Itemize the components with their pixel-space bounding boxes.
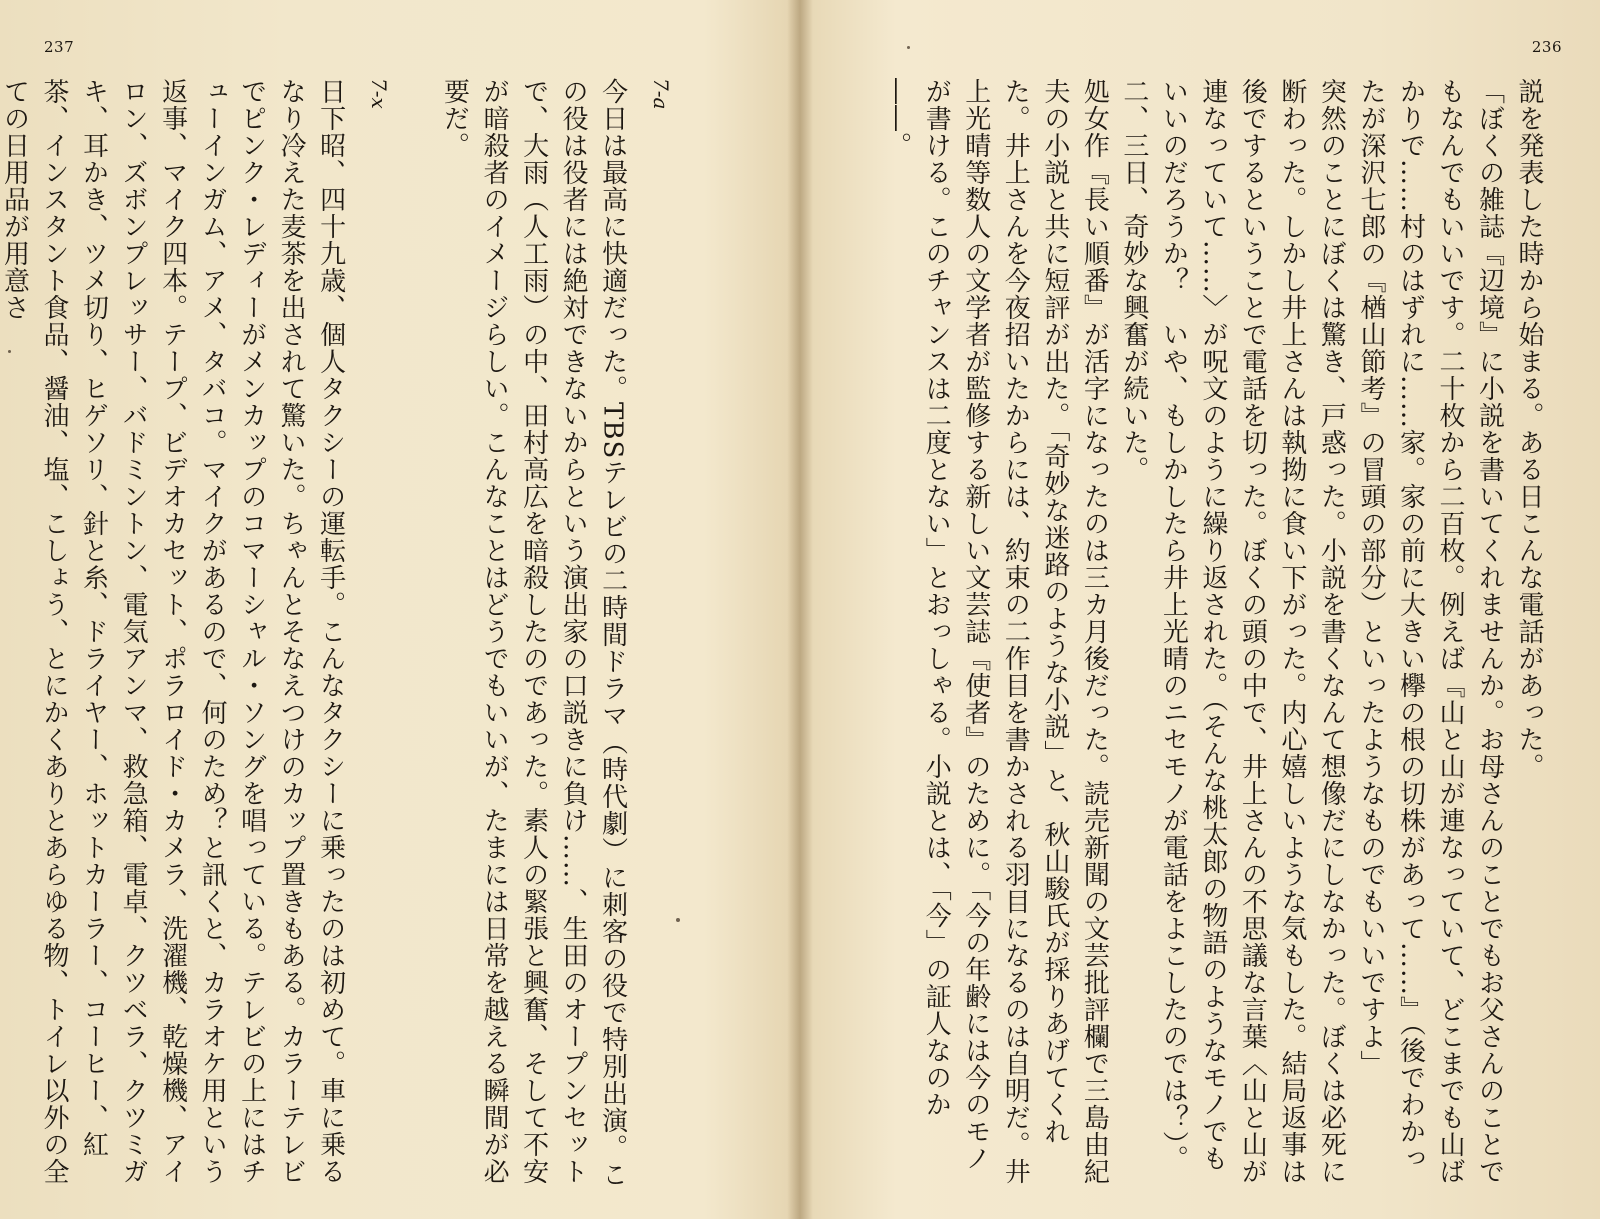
section-mark-a: 7-a [649, 78, 673, 110]
paper-speck [907, 46, 910, 49]
paragraph-1: 説を発表した時から始まる。ある日こんな電話があった。 [1514, 78, 1544, 780]
paper-speck [8, 350, 11, 353]
left-page [0, 0, 790, 1219]
page-number-right: 236 [1531, 38, 1562, 56]
section-mark-b: 7-x [367, 78, 392, 109]
left-page-text [0, 78, 676, 1198]
paragraph-4: 処女作『長い順番』が活字になったのは三カ月後だった。読売新聞の文芸批評欄で三島由紀夫の小説と共に短評が出た。「奇妙な迷路のような小説」と、秋山駿氏が採りあげてくれた。井上さんを今夜招いたからには、約束の二作目を書かされる羽目になるのは自明だ。井上光晴等数人の文学者が監修する新しい文芸誌『使者』のために。「今の年齢には今のモノが書ける。このチャンスは二度とない」とおっしゃる。小説とは、「今」の証人なのか――。 [881, 78, 1110, 1185]
paragraph-section-a: 今日は最高に快適だった。TBSテレビの二時間ドラマ（時代劇）に刺客の役で特別出演。この役は役者には絶対できないからという演出家の口説きに負け……、生田のオープンセットで、大雨（人工雨）の中、田村高広を暗殺したのであった。素人の緊張と興奮、そして不安が暗殺者のイメージらしい。こんなことはどうでもいいが、たまには日常を越える瞬間が必要だ。 [439, 78, 628, 1189]
page-number-left: 237 [44, 38, 75, 56]
right-page-text [876, 78, 1548, 1198]
paragraph-2: 「ぼくの雑誌『辺境』に小説を書いてくれませんか。お母さんのことでもお父さんのことでもなんでもいいです。二十枚から二百枚。例えば『山と山が連なっていて、どこまでも山ばかりで……村のはずれに……家。家の前に大きい欅の根の切株があって……』（後でわかったが深沢七郎の『楢山節考』の冒頭の部分）といったようなものでもいいですよ」 [1355, 78, 1505, 1185]
paragraph-section-b: 日下昭、四十九歳、個人タクシーの運転手。こんなタクシーに乗ったのは初めて。車に乗るなり冷えた麦茶を出されて驚いた。ちゃんとそなえつけのカップ置きもある。カラーテレビでピンク・レディーがメンカップのコマーシャル・ソングを唱っている。テレビの上にはチューインガム、アメ、タバコ。マイクがあるので、何のため？と訊くと、カラオケ用という返事、マイク四本。テープ、ビデオカセット、ポラロイド・カメラ、洗濯機、乾燥機、アイロン、ズボンプレッサー、バドミントン、電気アンマ、救急箱、電卓、クツベラ、クツミガキ、耳かき、ツメ切り、ヒゲソリ、針と糸、ドライヤー、ホットカーラー、コーヒー、紅茶、インスタント食品、醤油、塩、こしょう、とにかくありとあらゆる物、トイレ以外の全ての日用品が用意さ [0, 78, 346, 1185]
right-page [810, 0, 1600, 1219]
paragraph-3: 突然のことにぼくは驚き、戸惑った。小説を書くなんて想像だにしなかった。ぼくは必死に断わった。しかし井上さんは執拗に食い下がった。内心嬉しいような気もした。結局返事は後でするということで電話を切った。ぼくの頭の中で、井上さんの不思議な言葉〈山と山が連なっていて……〉が呪文のように繰り返された。（そんな桃太郎の物語のようなモノでもいいのだろうか？ いや、もしかしたら井上光晴のニセモノが電話をよこしたのでは？）。二、三日、奇妙な興奮が続いた。 [1118, 78, 1347, 1185]
paper-speck [676, 918, 680, 922]
